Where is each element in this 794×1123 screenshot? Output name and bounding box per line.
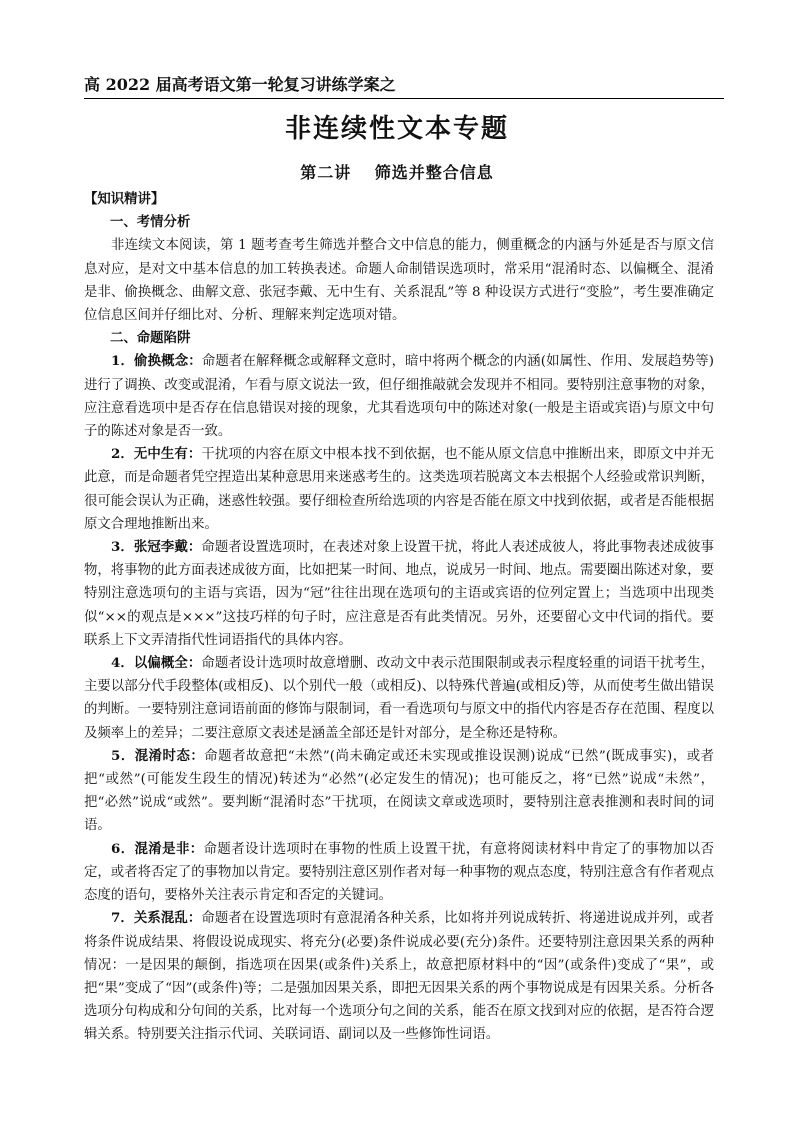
trap-label: 1．偷换概念： [111,353,202,370]
page-title: 非连续性文本专题 [284,114,509,144]
trap-item [84,350,714,443]
trap-item [84,536,714,652]
trap-text: 干扰项的内容在原文中根本找不到依据，也不能从原文信息中推断出来，即原文中并无此意，而是命题者凭空捏造出某种意思用来迷惑考生的。这类选项若脱离文本去根据个人经验或常识判断，很可能会误认为正确，迷惑性较强。要仔细检查所给选项的内容是否能在原文中找到依据，或者是否能根据原文合理地推断出来。 [84,447,714,532]
trap-label: 7．关系混乱： [111,910,202,927]
lecture-subtitle: 第二讲 筛选并整合信息 [300,163,494,182]
trap-text: 命题者在设置选项时有意混淆各种关系，比如将并列说成转折、将递进说成并列，或者将条件说成结果、将假设说成现实、将充分(必要)条件说成必要(充分)条件。还要特别注意因果关系的两种情况：一是因果的颠倒，指选项在因果(或条件)关系上，故意把原材料中的“因”(或条件)变成了“果”，或把“果”变成了“因”(或条件)等；二是强加因果关系，即把无因果关系的两个事物说成是有因果关系。分析各选项分句构成和分句间的关系，比对每一个选项分句之间的关系，能否在原文找到对应的依据，是否符合逻辑关系。特别要关注指示代词、关联词语、副词以及一些修饰性词语。 [84,911,714,1043]
heading-traps: 二、命题陷阱 [110,330,191,347]
trap-text: 命题者设计选项时在事物的性质上设置干扰，有意将阅读材料中肯定了的事物加以否定，或者将否定了的事物加以肯定。要特别注意区别作者对每一种事物的观点态度，特别注意含有作者观点态度的语句，要格外关注表示肯定和否定的关键词。 [84,841,714,904]
trap-label: 3．张冠李戴： [111,539,202,556]
trap-label: 2．无中生有： [111,446,202,463]
heading-exam-analysis: 一、考情分析 [110,214,191,231]
trap-text: 命题者设计选项时故意增删、改动文中表示范围限制或表示程度轻重的词语干扰考生，主要以部分代手段整体(或相反)、以个别代一般（或相反)、以特殊代普遍(或相反)等，从而使考生做出错误的判断。一要特别注意词语前面的修饰与限制词，看一看选项句与原文中的指代内容是否存在范围、程度以及频率上的差异；二要注意原文表述是涵盖全部还是针对部分，是全称还是特称。 [84,656,714,741]
trap-text: 命题者设置选项时，在表述对象上设置干扰，将此人表述成彼人，将此事物表述成彼事物，将事物的此方面表述成彼方面，比如把某一时间、地点，说成另一时间、地点。需要圈出陈述对象，要特别注意选项句的主语与宾语，因为“冠”往往出现在选项句的主语或宾语的位列定置上；当选项中出现类似“××的观点是×××”这技巧样的句子时，应注意是否有此类情况。另外，还要留心文中代词的指代。要联系上下文弄清指代性词语指代的具体内容。 [84,540,714,648]
paragraph-exam-analysis: 非连续文本阅读，第 1 题考查考生筛选并整合文中信息的能力，侧重概念的内涵与外延是否与原文信息对应，是对文中基本信息的加工转换表述。命题人命制错误选项时，常采用“混淆时态、以偏概全、混淆是非、偷换概念、曲解文意、张冠李戴、无中生有、关系混乱”等 8 种设误方式进行“变脸”，考生要准确定位信息区间并仔细比对、分析、理解来判定选项对错。 [84,238,714,324]
document-body [84,188,714,1047]
trap-text: 命题者在解释概念或解释文意时，暗中将两个概念的内涵(如属性、作用、发展趋势等)进行了调换、改变或混淆，乍看与原文说法一致，但仔细推敲就会发现并不相同。要特别注意事物的对象，应注意看选项中是否存在信息错误对接的现象，尤其看选项句中的陈述对象(一般是主语或宾语)与原文中句子的陈述对象是否一致。 [84,354,714,440]
section-tag: 【知识精讲】 [84,191,165,207]
trap-text: 命题者故意把“未然”(尚未确定或还未实现或推设误测)说成“已然”(既成事实)，或者把“或然”(可能发生段生的情况)转述为“必然”(必定发生的情况)；也可能反之，将“已然”说成“未然”，把“必然”说成“或然”。要判断“混淆时态”干扰项，在阅读文章或选项时，要特别注意表推测和表时间的词语。 [84,748,714,834]
trap-item [84,907,714,1046]
trap-label: 5．混淆时态： [111,747,205,764]
series-header: 高 2022 届高考语文第一轮复习讲练学案之 [84,72,724,99]
trap-item [84,745,714,838]
trap-item [84,838,714,908]
trap-label: 6．混淆是非： [111,840,204,857]
trap-item [84,443,714,536]
trap-item [84,652,714,745]
trap-label: 4．以偏概全： [111,655,202,672]
